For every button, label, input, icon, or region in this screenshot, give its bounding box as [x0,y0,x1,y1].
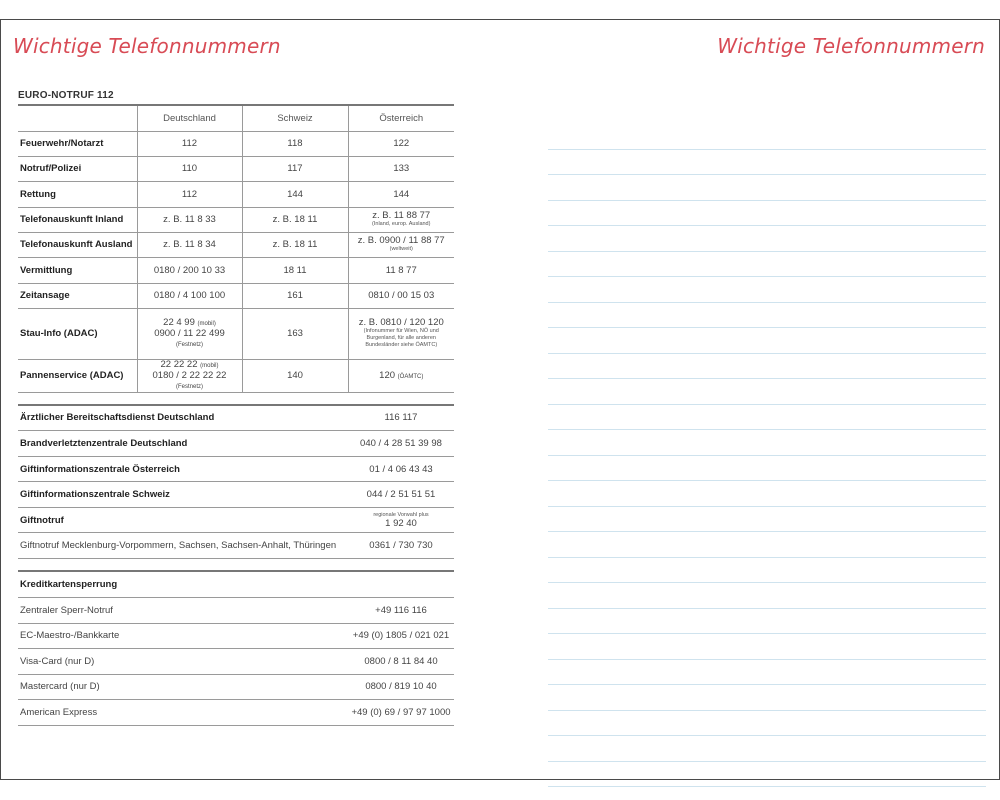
row-value: 0800 / 819 10 40 [348,674,454,699]
table-row [18,257,454,283]
table-row [18,508,454,533]
row-label: Giftinformationszentrale Österreich [18,457,348,482]
table-row [18,131,454,156]
row-label: Giftnotruf Mecklenburg-Vorpommern, Sachsen, Sachsen-Anhalt, Thüringen [18,533,348,559]
ruled-line [548,150,986,176]
value-de-landline: 0180 / 2 22 22 22 [152,369,227,381]
value-de [137,359,242,392]
row-value-note: regionale Vorwahl plus [373,511,429,518]
left-page-title: Wichtige Telefonnummern [13,34,281,58]
row-label: Telefonauskunft Inland [18,207,137,232]
ruled-line [548,481,986,507]
value-at: 122 [348,131,454,156]
value-de-landline-note: (Festnetz) [175,341,203,348]
row-label: Visa-Card (nur D) [18,648,348,674]
value-de-mobile: 22 22 22 [160,358,198,370]
ruled-line [548,456,986,482]
value-at: 0810 / 00 15 03 [348,283,454,308]
table-row [18,406,454,431]
euro-notruf-heading: EURO-NOTRUF 112 [18,90,114,101]
row-label: Stau-Info (ADAC) [18,308,137,359]
table-row [18,533,454,559]
value-ch: 144 [242,181,348,207]
table-row [18,232,454,257]
value-at-note: (Infonummer für Wien, NÖ und Burgenland, für alle anderen Bundesländer siehe ÖAMTC) [363,328,439,348]
euro-notruf-table [18,106,454,393]
column-header-deutschland: Deutschland [137,106,242,131]
row-value: +49 116 116 [348,597,454,623]
ruled-line [548,685,986,711]
value-ch: 18 11 [242,257,348,283]
value-de: z. B. 11 8 34 [137,232,242,257]
ruled-line [548,226,986,252]
value-ch: z. B. 18 11 [242,207,348,232]
table-row [18,308,454,359]
services-table [18,406,454,560]
value-ch: 140 [242,359,348,392]
row-value: 0800 / 8 11 84 40 [348,648,454,674]
ruled-line [548,532,986,558]
value-ch: 163 [242,308,348,359]
value-de-landline: 0900 / 11 22 499 [154,327,225,339]
ruled-line [548,405,986,431]
ruled-line [548,379,986,405]
table-row [18,181,454,207]
value-at-note: (ÖAMTC) [397,374,424,380]
row-label: Ärztlicher Bereitschaftsdienst Deutschland [18,406,348,431]
value-de: 0180 / 200 10 33 [137,257,242,283]
row-label: American Express [18,699,348,725]
row-value: 040 / 4 28 51 39 98 [348,431,454,457]
ruled-line [548,252,986,278]
value-de: 0180 / 4 100 100 [137,283,242,308]
value-at-number: z. B. 0900 / 11 88 77 [357,235,445,246]
value-de [137,308,242,359]
credit-card-table [18,572,454,726]
table-row [18,283,454,308]
value-de-mobile-note: (mobil) [197,320,216,327]
ruled-line [548,303,986,329]
row-value [348,508,454,533]
row-label: Pannenservice (ADAC) [18,359,137,392]
row-label: Zeitansage [18,283,137,308]
table-row [18,207,454,232]
row-label: Rettung [18,181,137,207]
ruled-line [548,354,986,380]
row-label: EC-Maestro-/Bankkarte [18,623,348,648]
row-value: +49 (0) 69 / 97 97 1000 [348,699,454,725]
row-label: Telefonauskunft Ausland [18,232,137,257]
ruled-line [548,201,986,227]
value-ch: 118 [242,131,348,156]
table-corner [18,106,137,131]
value-at [348,232,454,257]
row-label: Vermittlung [18,257,137,283]
value-de: 110 [137,156,242,181]
row-value: 0361 / 730 730 [348,533,454,559]
row-label: Mastercard (nur D) [18,674,348,699]
row-label: Feuerwehr/Notarzt [18,131,137,156]
ruled-line [548,328,986,354]
value-de: 112 [137,131,242,156]
table-row [18,457,454,482]
ruled-line [548,634,986,660]
value-ch: 117 [242,156,348,181]
row-label: Giftnotruf [18,508,348,533]
row-label: Brandverletztenzentrale Deutschland [18,431,348,457]
ruled-line [548,277,986,303]
ruled-line [548,175,986,201]
value-ch: 161 [242,283,348,308]
value-de-mobile-note: (mobil) [200,362,219,369]
table-row [18,359,454,392]
column-header-oesterreich: Österreich [348,106,454,131]
ruled-line [548,558,986,584]
value-at: 11 8 77 [348,257,454,283]
table-row [18,674,454,699]
column-header-schweiz: Schweiz [242,106,348,131]
row-value: +49 (0) 1805 / 021 021 [348,623,454,648]
ruled-line [548,736,986,762]
table-row [18,648,454,674]
ruled-line [548,583,986,609]
table-row [18,572,454,597]
ruled-line [548,711,986,737]
ruled-line [548,762,986,788]
row-value: 044 / 2 51 51 51 [348,482,454,508]
table-row [18,597,454,623]
table-row [18,431,454,457]
row-value: 01 / 4 06 43 43 [348,457,454,482]
phone-numbers-page [18,88,454,726]
value-at-number: z. B. 11 88 77 [372,210,431,221]
ruled-line [548,430,986,456]
ruled-notes-page [548,124,986,787]
value-de: z. B. 11 8 33 [137,207,242,232]
row-value: 116 117 [348,406,454,431]
ruled-line [548,507,986,533]
value-at [348,207,454,232]
table-row [18,623,454,648]
value-at-note: (weltweit) [389,246,413,252]
row-value-number: 1 92 40 [385,517,417,529]
value-ch: z. B. 18 11 [242,232,348,257]
ruled-line [548,609,986,635]
table-row [18,156,454,181]
table-row [18,482,454,508]
value-at [348,359,454,392]
value-at: 144 [348,181,454,207]
row-label: Giftinformationszentrale Schweiz [18,482,348,508]
ruled-line [548,660,986,686]
value-at-number: 120 [379,370,396,381]
right-page-title: Wichtige Telefonnummern [717,34,985,58]
row-label: Zentraler Sperr-Notruf [18,597,348,623]
notebook-spread [0,19,1000,780]
ruled-line [548,124,986,150]
value-de-landline-note: (Festnetz) [175,383,203,390]
value-de-mobile: 22 4 99 [163,316,195,328]
value-at-note: (Inland, europ. Ausland) [372,221,431,227]
value-at-number: z. B. 0810 / 120 120 [358,317,444,328]
value-at [348,308,454,359]
table-row [18,699,454,725]
value-at: 133 [348,156,454,181]
row-label: Notruf/Polizei [18,156,137,181]
value-de: 112 [137,181,242,207]
credit-card-heading: Kreditkartensperrung [18,572,348,597]
